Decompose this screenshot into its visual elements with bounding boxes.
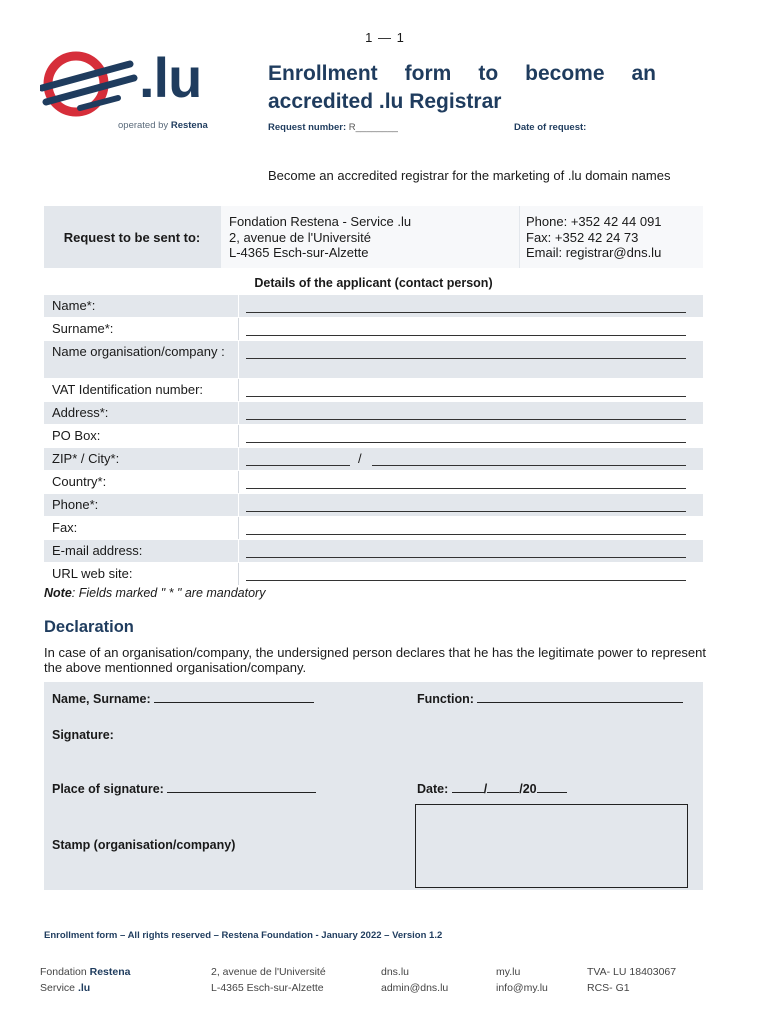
info-email-link[interactable]: info@my.lu (496, 982, 548, 994)
logo-mark-icon (40, 48, 140, 120)
date-field: Date: / /20 (417, 781, 567, 796)
field-row-email: E-mail address: (44, 539, 703, 562)
dns-lu-link[interactable]: dns.lu (381, 966, 410, 978)
phone-text: Phone: +352 42 44 091 (526, 214, 662, 229)
function-line[interactable] (477, 691, 683, 703)
field-row-vat: VAT Identification number: (44, 378, 703, 401)
applicant-section-title: Details of the applicant (contact person) (254, 276, 493, 290)
signature-label: Signature: (52, 728, 114, 742)
field-row-country: Country*: (44, 470, 703, 493)
footer-foundation: Fondation Restena Service .lu (40, 966, 131, 994)
stamp-box[interactable] (415, 804, 688, 888)
date-day-line[interactable] (452, 781, 484, 793)
address-input-line[interactable] (246, 419, 686, 420)
footer-dns-links (381, 964, 448, 996)
send-to-address: Fondation Restena - Service .lu 2, avenue de l'Université L-4365 Esch-sur-Alzette (221, 206, 519, 268)
my-lu-link[interactable]: my.lu (496, 966, 521, 978)
applicant-table (44, 294, 703, 585)
field-row-po-box: PO Box: (44, 424, 703, 447)
field-row-zip-city: ZIP* / City*: / (44, 447, 703, 470)
stamp-label: Stamp (organisation/company) (52, 838, 236, 852)
declaration-box (44, 682, 703, 890)
request-number: Request number: R________ (268, 122, 398, 133)
field-row-name: Name*: (44, 294, 703, 317)
surname-input-line[interactable] (246, 335, 686, 336)
field-row-surname: Surname*: (44, 317, 703, 340)
field-row-phone: Phone*: (44, 493, 703, 516)
declaration-heading: Declaration (44, 618, 134, 636)
form-title: Enrollment form to become an accredited .lu Registrar (268, 62, 656, 113)
name-surname-line[interactable] (154, 691, 314, 703)
city-input-line[interactable] (372, 465, 686, 466)
name-surname-field: Name, Surname: (52, 691, 314, 706)
footer-my-links (496, 964, 548, 996)
dns-lu-logo (40, 48, 220, 138)
date-of-request-label: Date of request: (514, 122, 587, 133)
declaration-text: In case of an organisation/company, the undersigned person declares that he has the legitimate power to represent the above mentionned organisation/company. (44, 645, 706, 675)
admin-email-link[interactable]: admin@dns.lu (381, 982, 449, 994)
footer-registration: TVA- LU 18403067 RCS- G1 (587, 966, 677, 994)
page-number: 1 — 1 (365, 30, 405, 45)
logo-tld: .lu (139, 46, 202, 109)
send-to-label: Request to be sent to: (63, 229, 201, 245)
logo-operated-by: operated by Restena (118, 120, 208, 131)
url-input-line[interactable] (246, 580, 686, 581)
footer-copyright: Enrollment form – All rights reserved – Restena Foundation - January 2022 – Version 1.2 (44, 930, 443, 941)
mandatory-note: Note: Fields marked " * " are mandatory (44, 586, 266, 600)
field-row-url: URL web site: (44, 562, 703, 585)
place-of-signature-line[interactable] (167, 781, 316, 793)
email-text: Email: registrar@dns.lu (526, 245, 662, 260)
field-row-organisation: Name organisation/company : (44, 340, 703, 378)
zip-input-line[interactable] (246, 465, 350, 466)
email-input-line[interactable] (246, 557, 686, 558)
place-of-signature-field: Place of signature: (52, 781, 316, 796)
organisation-input-line[interactable] (246, 358, 686, 359)
field-row-fax: Fax: (44, 516, 703, 539)
date-month-line[interactable] (487, 781, 519, 793)
vat-input-line[interactable] (246, 396, 686, 397)
send-to-contact (520, 206, 703, 268)
request-number-value: R________ (348, 122, 398, 133)
field-row-address: Address*: (44, 401, 703, 424)
phone-input-line[interactable] (246, 511, 686, 512)
intro-text: Become an accredited registrar for the marketing of .lu domain names (268, 168, 671, 183)
name-input-line[interactable] (246, 312, 686, 313)
date-year-line[interactable] (537, 781, 567, 793)
country-input-line[interactable] (246, 488, 686, 489)
footer-address: 2, avenue de l'Université L-4365 Esch-sur-Alzette (211, 966, 326, 994)
fax-text: Fax: +352 42 24 73 (526, 229, 639, 245)
function-field: Function: (417, 691, 683, 706)
po-box-input-line[interactable] (246, 442, 686, 443)
fax-input-line[interactable] (246, 534, 686, 535)
send-to-block (44, 206, 703, 268)
